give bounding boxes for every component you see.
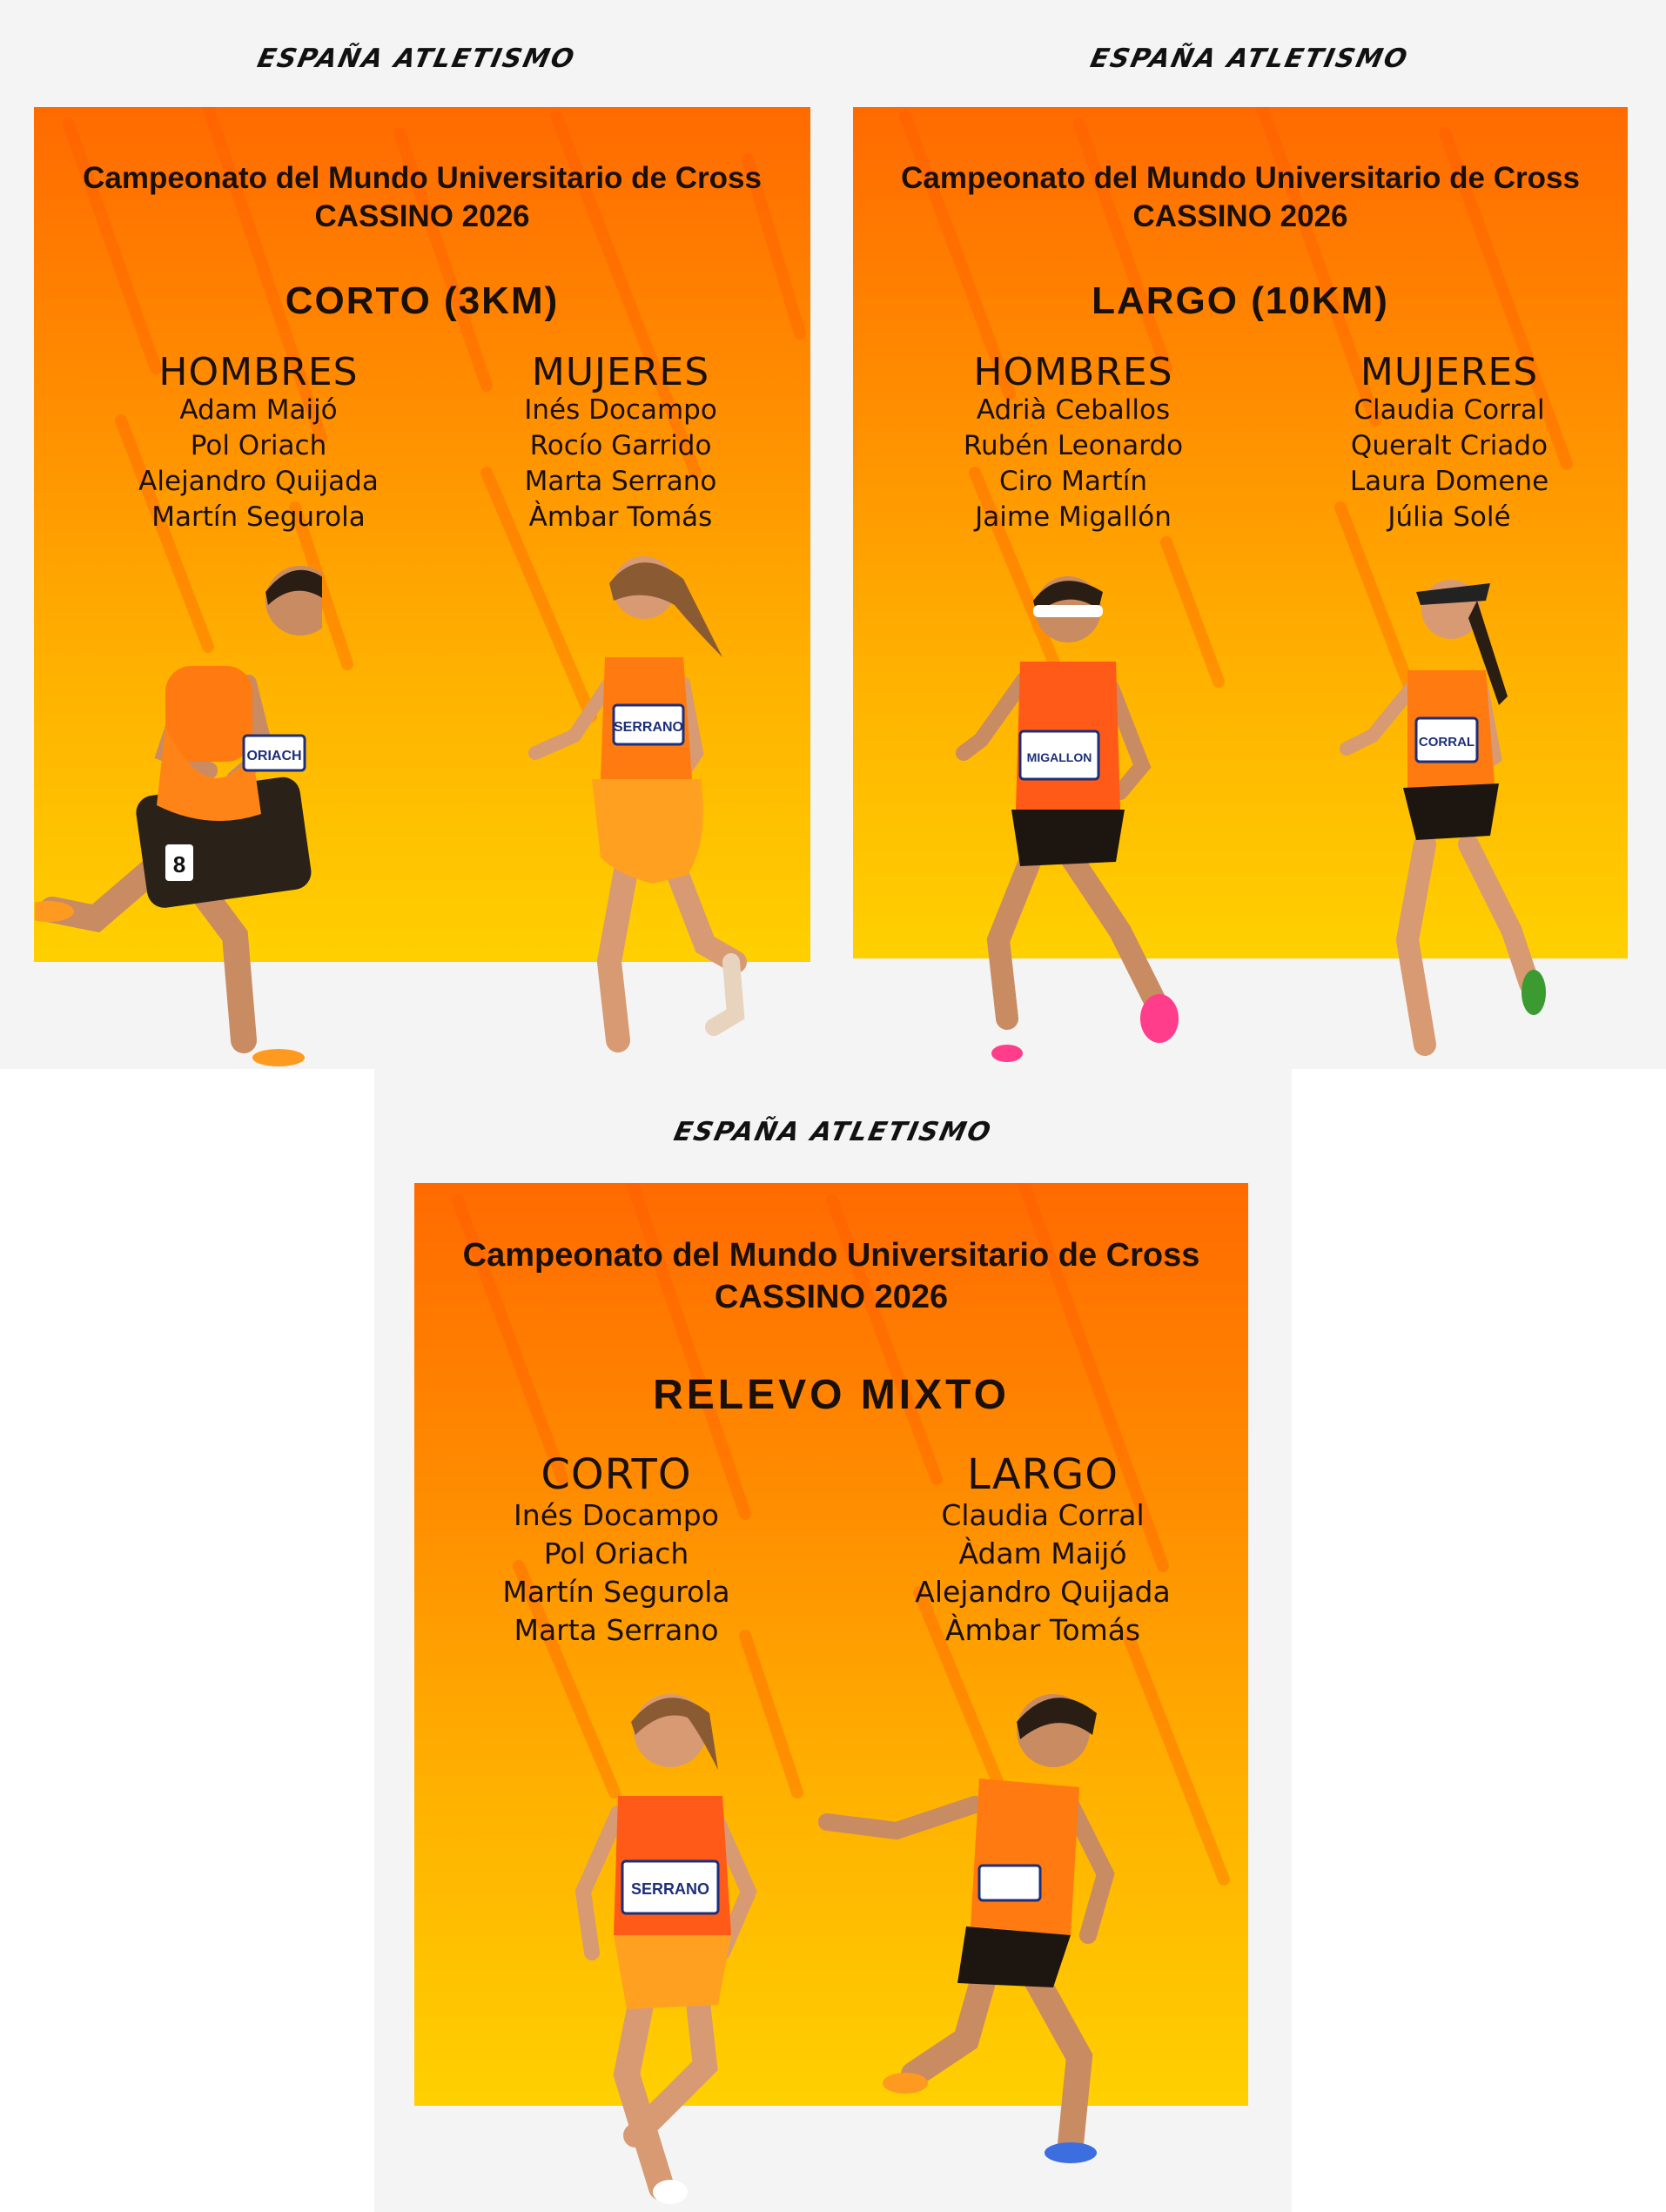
athlete-name: Àdam Maijó [958,1536,1127,1571]
men-column [917,350,1230,535]
athlete-list [451,1496,782,1650]
athlete-name: Martín Segurola [502,1575,730,1610]
brand-logo: ESPAÑA ATLETISMO [671,1117,995,1147]
athlete-name: Inés Docampo [524,394,717,427]
event-name: RELEVO MIXTO [653,1372,1010,1418]
runner-photo-woman [522,553,783,1066]
poster-sheet-corto [0,0,833,1069]
title-line-2: CASSINO 2026 [714,1278,949,1315]
runner-photo-woman [531,1665,809,2209]
brand-logo: ESPAÑA ATLETISMO [254,44,579,74]
athlete-name: Pol Oriach [543,1536,689,1571]
athlete-name: Queralt Criado [1350,430,1548,462]
athlete-name: Júlia Solé [1387,501,1511,534]
athlete-name: Adam Maijó [179,394,338,427]
poster-sheet-largo [833,0,1666,1069]
athlete-list [464,393,777,535]
title-line-2: CASSINO 2026 [1132,198,1348,233]
bib-text: ORIACH [246,749,302,763]
athlete-name: Àmbar Tomás [944,1613,1141,1648]
corto-column [451,1450,782,1650]
event-name: LARGO (10KM) [1092,279,1389,322]
column-heading: MUJERES [531,350,710,394]
poster-sheet-relevo [374,1069,1292,2212]
athlete-name: Alejandro Quijada [138,466,379,498]
athlete-name: Marta Serrano [514,1613,719,1648]
title-line-1: Campeonato del Mundo Universitario de Cross [83,161,762,195]
athlete-name: Alejandro Quijada [915,1575,1171,1610]
athlete-name: Inés Docampo [514,1498,719,1533]
men-column [102,350,415,535]
largo-column [877,1450,1208,1650]
column-heading: HOMBRES [158,350,359,394]
athlete-name: Ciro Martín [998,466,1148,498]
runner-photo-man [792,1657,1184,2179]
athlete-name: Claudia Corral [1354,394,1545,427]
athlete-name: Laura Domene [1349,466,1549,498]
athlete-list [917,393,1230,535]
poster-title [414,1235,1248,1318]
title-line-2: CASSINO 2026 [314,198,530,233]
runner-photo-man [35,553,322,1066]
column-heading: CORTO [541,1450,692,1499]
women-column [1293,350,1606,535]
runner-photo-woman [1338,566,1555,1066]
athlete-name: Rubén Leonardo [963,430,1184,462]
bib-text: SERRANO [630,1880,710,1898]
athlete-list [102,393,415,535]
bib-text: MIGALLON [1026,750,1092,764]
event-name: CORTO (3KM) [285,279,560,322]
column-heading: HOMBRES [973,350,1173,394]
poster-title [853,159,1628,236]
athlete-name: Marta Serrano [524,466,717,498]
athlete-name: Martín Segurola [151,501,366,534]
poster-title [34,159,810,236]
column-heading: LARGO [966,1450,1119,1499]
column-heading: MUJERES [1360,350,1539,394]
hip-number: 8 [172,851,186,877]
bib-text: CORRAL [1418,735,1475,750]
women-column [464,350,777,535]
runner-photo-man [946,566,1190,1066]
athlete-name: Adrià Ceballos [976,394,1171,427]
athlete-name: Àmbar Tomás [528,501,713,534]
athlete-name: Jaime Migallón [975,501,1172,534]
bib-text: SERRANO [613,720,684,735]
athlete-name: Pol Oriach [190,430,327,462]
athlete-name: Claudia Corral [941,1498,1145,1533]
athlete-list [877,1496,1208,1650]
athlete-list [1293,393,1606,535]
title-line-1: Campeonato del Mundo Universitario de Cross [462,1237,1200,1274]
brand-logo: ESPAÑA ATLETISMO [1087,44,1412,74]
title-line-1: Campeonato del Mundo Universitario de Cross [901,161,1580,195]
athlete-name: Rocío Garrido [529,430,712,462]
